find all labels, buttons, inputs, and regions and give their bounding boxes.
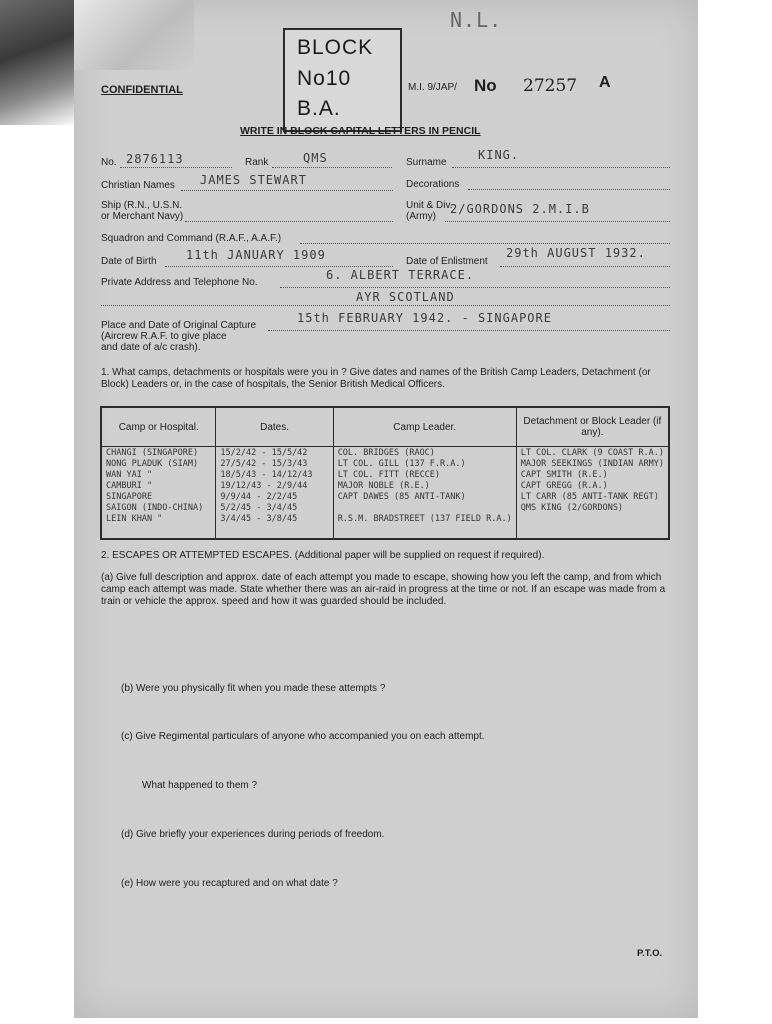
header-camp: Camp or Hospital.	[101, 407, 216, 447]
detachment-cell[interactable]: CAPT SMITH (R.E.)	[520, 470, 608, 480]
detachment-cell[interactable]: CAPT GREGG (R.A.)	[520, 481, 608, 491]
number-label: No	[474, 76, 497, 95]
capture-line	[268, 330, 670, 331]
block-stamp-line3: B.A.	[297, 97, 341, 120]
camps-table	[100, 406, 670, 540]
rank-value[interactable]: QMS	[303, 151, 328, 165]
question-2c: (c) Give Regimental particulars of anyone who accompanied you on each attempt.	[121, 731, 485, 742]
block-stamp-line1: BLOCK	[297, 36, 374, 59]
form-suffix: A	[599, 74, 611, 91]
squadron-line	[300, 243, 670, 244]
camp-cell[interactable]: LEIN KHAN "	[106, 514, 163, 524]
detachment-cell[interactable]: MAJOR SEEKINGS (INDIAN ARMY)	[520, 459, 664, 469]
decorations-line	[468, 189, 670, 190]
pencil-instruction: WRITE IN BLOCK CAPITAL LETTERS IN PENCIL	[240, 125, 481, 137]
header-dates: Dates.	[216, 407, 333, 447]
enlistment-label: Date of Enlistment	[406, 256, 488, 267]
no-label: No.	[101, 157, 117, 168]
dates-column	[216, 447, 333, 540]
address-value-1[interactable]: 6. ALBERT TERRACE.	[326, 268, 475, 282]
form-number: 27257	[523, 76, 578, 96]
no-line	[120, 167, 232, 168]
capture-label-1: Place and Date of Original Capture	[101, 320, 257, 331]
christian-names-label: Christian Names	[101, 180, 175, 191]
dates-cell[interactable]: 3/4/45 - 3/8/45	[220, 514, 298, 524]
capture-label-3: and date of a/c crash).	[101, 342, 201, 353]
surname-value[interactable]: KING.	[478, 148, 520, 162]
detachment-cell[interactable]	[521, 514, 664, 525]
pto-label: P.T.O.	[637, 948, 663, 959]
camp-column	[101, 447, 216, 540]
leader-cell[interactable]	[338, 503, 512, 514]
address-label: Private Address and Telephone No.	[101, 277, 258, 288]
dates-cell[interactable]: 9/9/44 - 2/2/45	[220, 492, 298, 502]
decorations-label: Decorations	[406, 179, 460, 190]
rank-line	[272, 167, 392, 168]
dates-cell[interactable]: 15/2/42 - 15/5/42	[220, 448, 308, 458]
leader-cell[interactable]: LT COL. GILL (137 F.R.A.)	[337, 459, 466, 469]
detachment-cell[interactable]: LT CARR (85 ANTI-TANK REGT)	[520, 492, 659, 502]
capture-label-2: (Aircrew R.A.F. to give place	[101, 331, 227, 342]
question-2e: (e) How were you recaptured and on what date ?	[121, 878, 338, 889]
dob-value[interactable]: 11th JANUARY 1909	[186, 248, 326, 262]
pencil-note: N.L.	[450, 8, 503, 32]
address-line-2	[101, 305, 670, 306]
ship-label-2: or Merchant Navy)	[101, 211, 184, 222]
unit-value[interactable]: 2/GORDONS 2.M.I.B	[450, 202, 590, 216]
camp-cell[interactable]: SAIGON (INDO-CHINA)	[106, 503, 204, 513]
christian-names-value[interactable]: JAMES STEWART	[200, 173, 307, 187]
no-value[interactable]: 2876113	[126, 152, 184, 166]
detachment-column	[516, 447, 669, 540]
dob-label: Date of Birth	[101, 256, 157, 267]
camp-cell[interactable]: NONG PLADUK (SIAM)	[106, 459, 199, 469]
unit-label-1: Unit & Div.	[406, 200, 453, 211]
dates-cell[interactable]: 19/12/43 - 2/9/44	[220, 481, 308, 491]
paper-fold	[74, 0, 194, 70]
rank-label: Rank	[245, 157, 269, 168]
enlistment-value[interactable]: 29th AUGUST 1932.	[506, 246, 646, 260]
squadron-label: Squadron and Command (R.A.F., A.A.F.)	[101, 233, 282, 244]
question-2b: (b) Were you physically fit when you made these attempts ?	[121, 683, 386, 694]
surname-line	[452, 167, 670, 168]
block-stamp-line2: No10	[297, 67, 352, 90]
unit-line	[445, 221, 670, 222]
leader-cell[interactable]: COL. BRIDGES (RAOC)	[337, 448, 435, 458]
camp-cell[interactable]: SINGAPORE	[106, 492, 153, 502]
dob-line	[165, 266, 393, 267]
capture-value[interactable]: 15th FEBRUARY 1942. - SINGAPORE	[297, 311, 552, 325]
dates-cell[interactable]: 18/5/43 - 14/12/43	[220, 470, 313, 480]
detachment-cell[interactable]: LT COL. CLARK (9 COAST R.A.)	[520, 448, 664, 458]
leader-cell[interactable]: CAPT DAWES (85 ANTI-TANK)	[337, 492, 466, 502]
ship-label-1: Ship (R.N., U.S.N.	[101, 200, 183, 211]
dates-cell[interactable]: 5/2/45 - 3/4/45	[220, 503, 298, 513]
leader-column	[333, 447, 516, 540]
unit-label-2: (Army)	[406, 211, 436, 222]
camp-cell[interactable]: CHANGI (SINGAPORE)	[106, 448, 199, 458]
confidential-label: CONFIDENTIAL	[101, 84, 183, 96]
ship-line	[185, 221, 393, 222]
question-2a: (a) Give full description and approx. date of each attempt you made to escape, showing how you left the camp, and from which camp each attempt was made. State whether there was an air-raid in progress at the time or not. If an escape was made from a train or vehicle the approx. speed and how it was guarded should be included.	[101, 572, 666, 607]
mi-reference: M.I. 9/JAP/	[408, 82, 457, 93]
leader-cell[interactable]: MAJOR NOBLE (R.E.)	[337, 481, 430, 491]
enlistment-line	[500, 266, 670, 267]
leader-cell[interactable]: LT COL. FITT (RECCE)	[337, 470, 441, 480]
address-line-1	[280, 287, 670, 288]
question-1: 1. What camps, detachments or hospitals were you in ? Give dates and names of the British Camp Leaders, Detachment (or Block) Leaders or, in the case of hospitals, the Senior British Medical Officers.	[101, 367, 651, 390]
address-value-2[interactable]: AYR SCOTLAND	[356, 290, 455, 304]
header-detachment-leader: Detachment or Block Leader (if any).	[516, 407, 669, 447]
background-edge	[0, 0, 78, 125]
christian-names-line	[181, 190, 393, 191]
question-2c-followup: What happened to them ?	[142, 780, 258, 791]
surname-label: Surname	[406, 157, 447, 168]
block-stamp	[283, 28, 402, 132]
camp-cell[interactable]: WAN YAI "	[106, 470, 153, 480]
question-2d: (d) Give briefly your experiences during periods of freedom.	[121, 829, 385, 840]
camp-cell[interactable]: CAMBURI "	[106, 481, 153, 491]
dates-cell[interactable]: 27/5/42 - 15/3/43	[220, 459, 308, 469]
header-camp-leader: Camp Leader.	[333, 407, 516, 447]
question-2-title: 2. ESCAPES OR ATTEMPTED ESCAPES. (Additional paper will be supplied on request if required).	[101, 550, 545, 561]
detachment-cell[interactable]: QMS KING (2/GORDONS)	[520, 503, 624, 513]
leader-cell[interactable]: R.S.M. BRADSTREET (137 FIELD R.A.)	[337, 514, 512, 524]
